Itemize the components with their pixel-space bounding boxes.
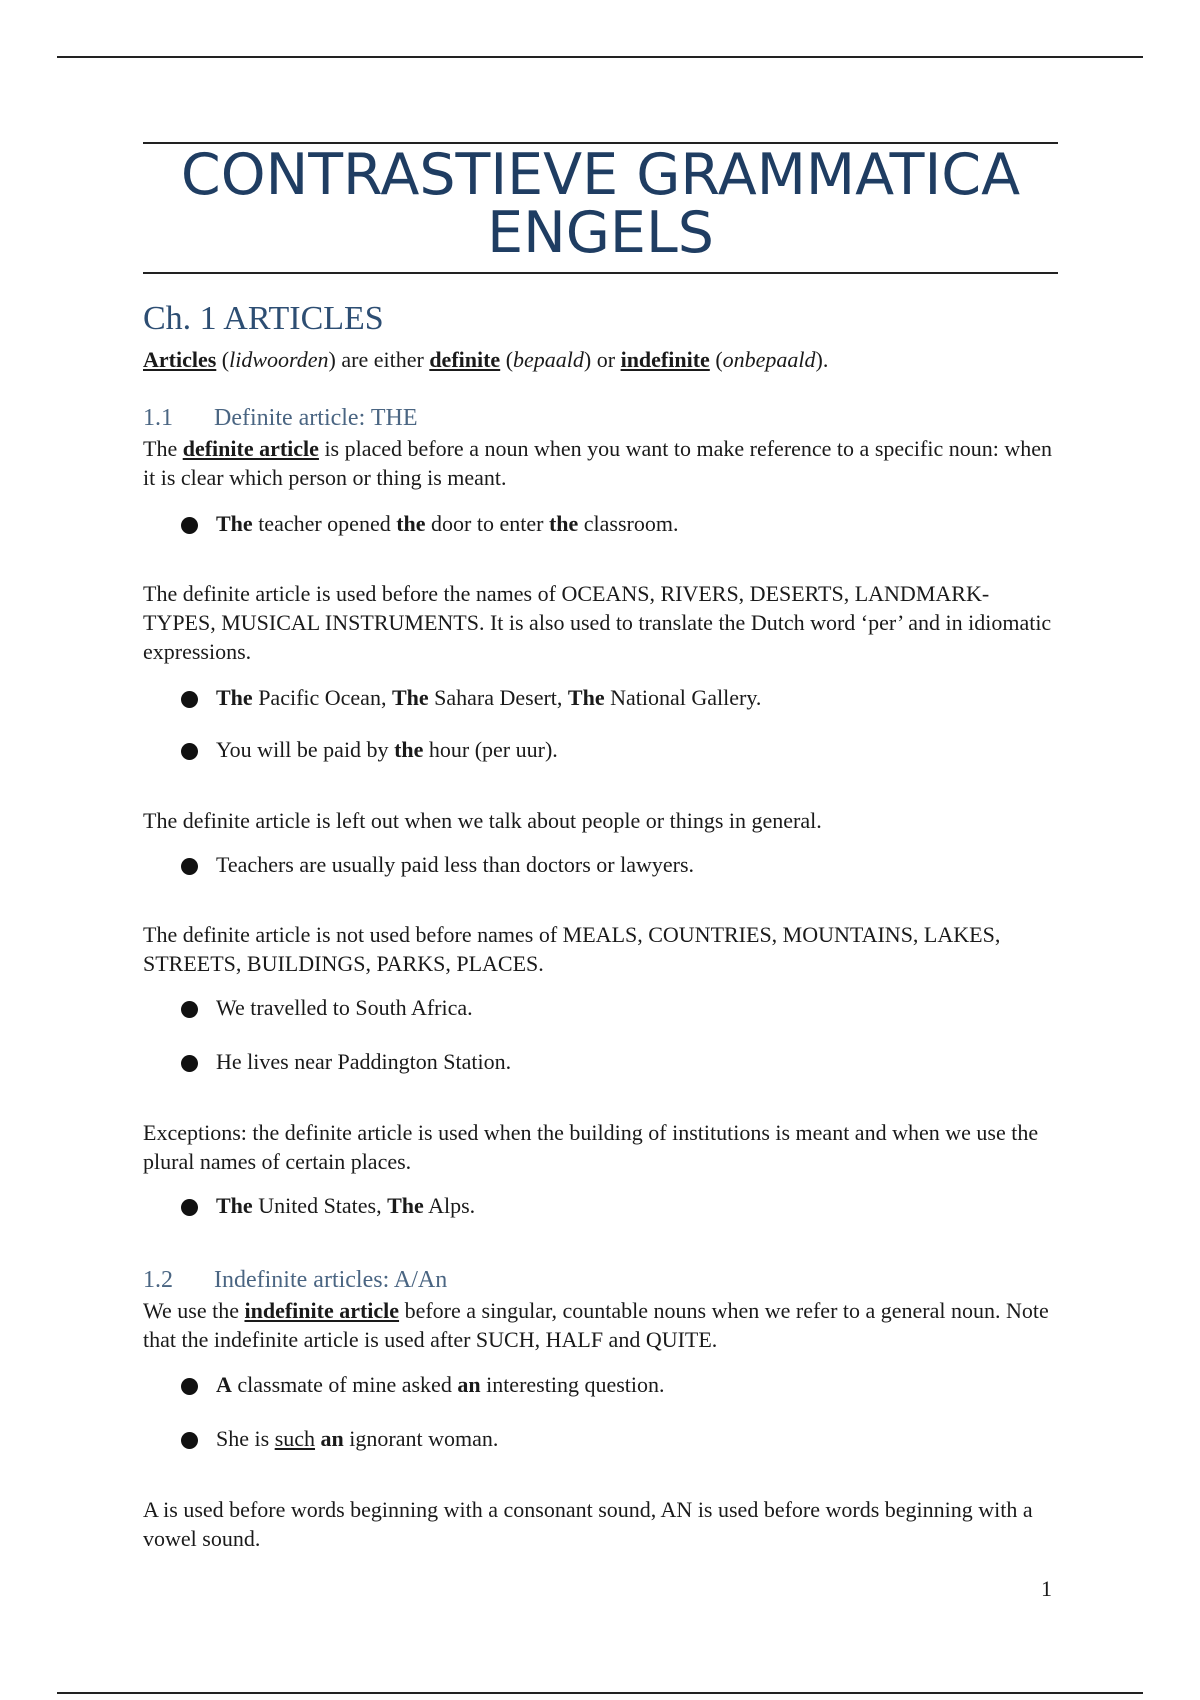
bullet-icon <box>181 1001 198 1018</box>
section-number: 1.2 <box>143 1267 173 1293</box>
paragraph: The definite article is not used before names of MEALS, COUNTRIES, MOUNTAINS, LAKES, STREETS, BUILDINGS, PARKS, PLACES. <box>143 922 1001 976</box>
bullet-icon <box>181 858 198 875</box>
term-indefinite-article: indefinite article <box>244 1298 400 1323</box>
section-heading-1-2 <box>143 1267 447 1294</box>
document-title-line-2: ENGELS <box>487 200 714 266</box>
section-title: Definite article: THE <box>214 405 418 431</box>
paragraph: We use the indefinite article before a singular, countable nouns when we refer to a general noun. Note that the indefinite article is used after SUCH, HALF and QUITE. <box>143 1298 1049 1352</box>
paragraph: Exceptions: the definite article is used when the building of institutions is meant and when we use the plural names of certain places. <box>143 1120 1039 1174</box>
bullet-icon <box>181 1432 198 1449</box>
bullet-icon <box>181 1055 198 1072</box>
section-number: 1.1 <box>143 405 173 431</box>
document-title-line-1: CONTRASTIEVE GRAMMATICA <box>180 142 1021 208</box>
bullet-icon <box>181 1378 198 1395</box>
paragraph: The definite article is used before the names of OCEANS, RIVERS, DESERTS, LANDMARK-TYPES, MUSICAL INSTRUMENTS. It is also used to translate the Dutch word ‘per’ and in idiomatic expressions. <box>143 581 1052 664</box>
term-definite-article: definite article <box>182 436 319 461</box>
bullet-icon <box>181 1199 198 1216</box>
paragraph: A is used before words beginning with a consonant sound, AN is used before words beginning with a vowel sound. <box>143 1497 1033 1551</box>
term-definite: definite <box>429 347 501 372</box>
top-rule <box>57 56 1143 58</box>
term-articles: Articles <box>143 347 217 372</box>
paragraph: The definite article is left out when we talk about people or things in general. <box>143 808 822 833</box>
paragraph: The definite article is placed before a noun when you want to make reference to a specific noun: when it is clear which person or thing is meant. <box>143 436 1052 490</box>
section-title: Indefinite articles: A/An <box>214 1267 448 1293</box>
section-heading-1-1 <box>143 405 417 432</box>
page-number: 1 <box>1041 1576 1052 1601</box>
bullet-icon <box>181 517 198 534</box>
intro-paragraph: Articles (lidwoorden) are either definite (bepaald) or indefinite (onbepaald). <box>143 347 829 372</box>
bullet-icon <box>181 691 198 708</box>
chapter-heading: Ch. 1 ARTICLES <box>143 300 384 337</box>
bottom-rule <box>57 1692 1143 1694</box>
term-indefinite: indefinite <box>620 347 710 372</box>
title-block <box>143 142 1058 274</box>
bullet-icon <box>181 743 198 760</box>
